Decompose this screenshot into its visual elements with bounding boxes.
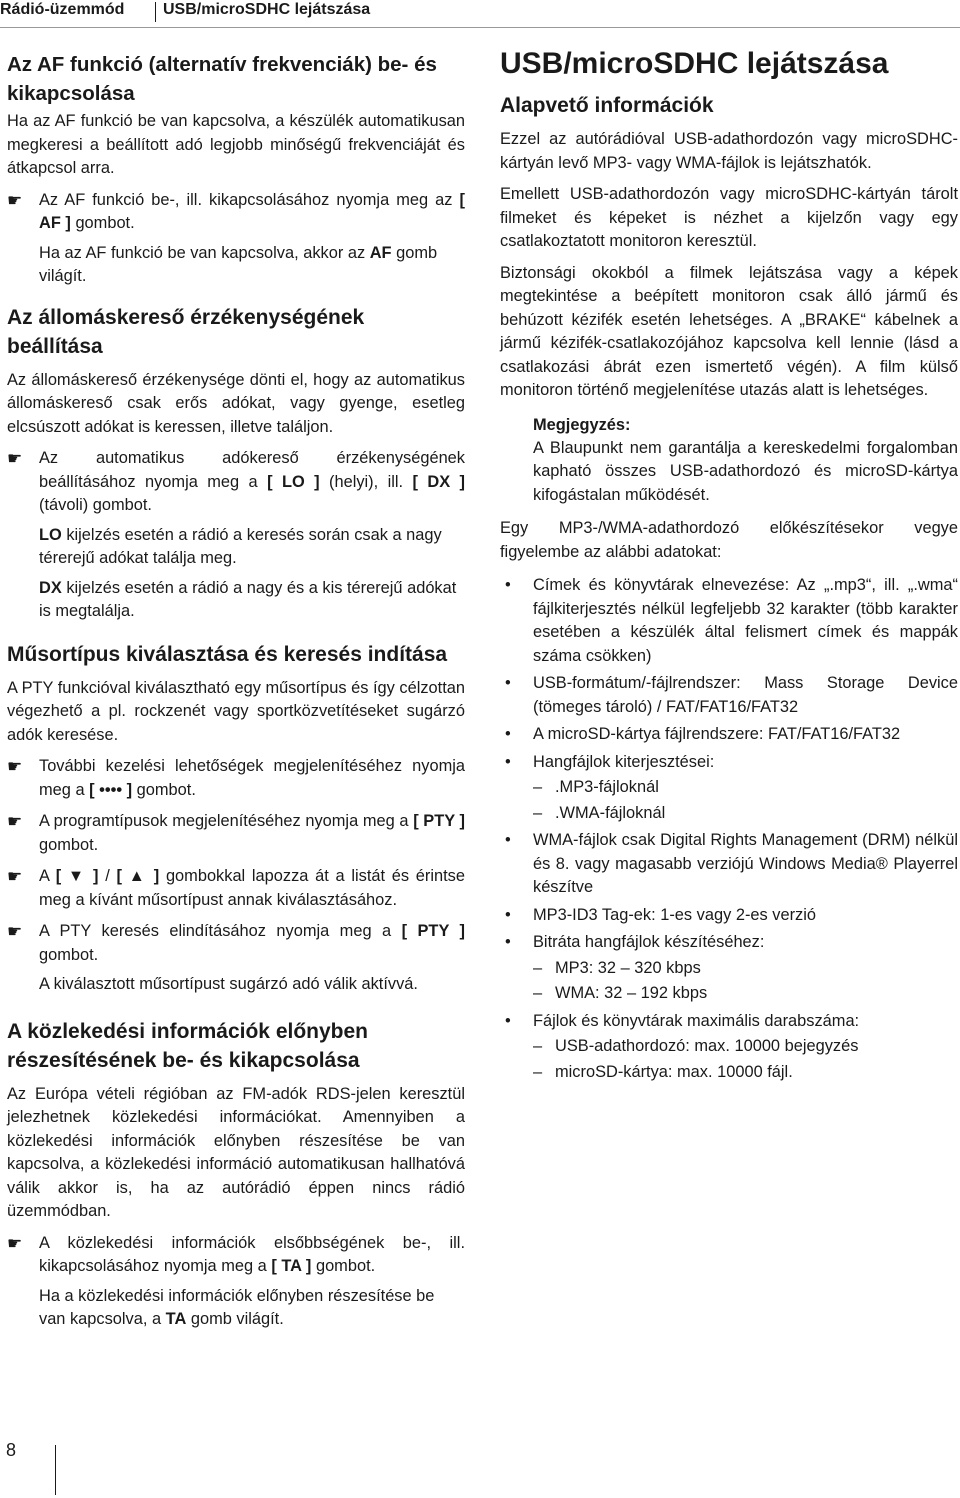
usb-paragraph-1: Ezzel az autórádióval USB-adathordozón vagy microSDHC-kártyán levő MP3- vagy WMA-fájlok is lejátszhatók.	[500, 130, 958, 172]
header-divider	[155, 2, 156, 22]
pointing-hand-icon: ☛	[7, 867, 23, 886]
pty-step-1: ☛ További kezelési lehetőségek megjelenítéséhez nyomja meg a [ •••• ] gombot.	[7, 757, 465, 799]
usb-paragraph-3: Biztonsági okokból a filmek lejátszása vagy a képek megtekintése a beépített monitoron csak álló jármű és behúzott kézifék esetén lehetséges. A „BRAKE“ kábelnek a jármű kézifék-csatlakozójához kapcsolva kell lennie (lásd a csatlakozási ábrát ezen ismertető végén). A film külső monitoron történő megjelenítése utazás alatt is lehetséges.	[500, 263, 958, 399]
note-box	[500, 413, 958, 508]
usb-heading: USB/microSDHC lejátszása	[500, 47, 889, 80]
pty-intro: A PTY funkcióval kiválasztható egy műsortípus és így célzottan végezhető a pl. rockzenét vagy sportközvetítéseket sugárzó adók keresése.	[7, 678, 465, 744]
ta-heading: A közlekedési információk előnyben részesítésének be- és kikapcsolása	[7, 1019, 368, 1072]
list-item: • MP3-ID3 Tag-ek: 1-es vagy 2-es verzió	[505, 905, 817, 924]
pty-step-2: ☛ A programtípusok megjelenítéséhez nyomja meg a [ PTY ] gombot.	[7, 812, 465, 854]
af-key: [ AF ]	[39, 190, 465, 232]
page-header	[0, 0, 960, 24]
lo-note: LO kijelzés esetén a rádió a keresés során csak a nagy térerejű adókat találja meg.	[39, 525, 442, 567]
extension-sublist	[533, 776, 958, 825]
header-section-radio: Rádió-üzemmód	[0, 1, 125, 18]
sub-item: – .MP3-fájloknál	[533, 778, 659, 796]
list-item: • WMA-fájlok csak Digital Rights Management (DRM) nélkül és 8. vagy magasabb verziójú Windows Media® Playerrel készítve	[505, 831, 958, 896]
left-column	[7, 40, 465, 1332]
header-section-usb: USB/microSDHC lejátszása	[163, 1, 371, 18]
page-number-rule	[55, 1445, 56, 1495]
sensitivity-step: ☛ Az automatikus adókereső érzékenységének beállításához nyomja meg a [ LO ] (helyi), ill. [ DX ] (távoli) gombot.	[7, 449, 466, 514]
af-intro: Ha az AF funkció be van kapcsolva, a készülék automatikusan megkeresi a beállított adó legjobb minőségű frekvenciáját és átkapcsol arra.	[7, 112, 465, 177]
pointing-hand-icon: ☛	[7, 190, 23, 210]
list-item: • Bitráta hangfájlok készítéséhez: – MP3: 32 – 320 kbps – WMA: 32 – 192 kbps	[500, 931, 958, 1006]
list-item: • A microSD-kártya fájlrendszere: FAT/FAT16/FAT32	[505, 725, 901, 743]
ta-key: [ TA ]	[271, 1257, 312, 1275]
list-item: • Hangfájlok kiterjesztései: – .MP3-fájloknál – .WMA-fájloknál	[500, 751, 958, 826]
list-item: • USB-formátum/-fájlrendszer: Mass Storage Device (tömeges tároló) / FAT/FAT16/FAT32	[505, 674, 958, 716]
pty-step-3: ☛ A [ ▼ ] / [ ▲ ] gombokkal lapozza át a listát és érintse meg a kívánt műsortípust annak kiválasztásához.	[7, 867, 465, 909]
list-item: • Címek és könyvtárak elnevezése: Az „.mp3“, ill. „.wma“ fájlkiterjesztés nélkül legfeljebb 32 karakter (több karakter esetében a készülék által felismert címek és mappák száma csökken)	[505, 576, 958, 665]
pointing-hand-icon: ☛	[7, 922, 23, 941]
down-arrow-key: [ ▼ ]	[55, 867, 99, 885]
dx-note: DX kijelzés esetén a rádió a nagy és a kis térerejű adókat is megtalálja.	[39, 578, 457, 620]
af-step: ☛ Az AF funkció be-, ill. kikapcsolásához nyomja meg az [ AF ] gombot.	[7, 190, 465, 232]
af-heading: Az AF funkció (alternatív frekvenciák) be- és kikapcsolása	[7, 53, 437, 105]
sensitivity-intro: Az állomáskereső érzékenysége dönti el, hogy az automatikus állomáskereső csak erős adókat, vagy gyenge, esetleg elcsúszott adókat is keressen, illetve találjon.	[7, 370, 465, 436]
lo-key: [ LO ]	[267, 472, 320, 491]
note-title: Megjegyzés:	[533, 415, 631, 434]
sub-item: – USB-adathordozó: max. 10000 bejegyzés	[533, 1037, 859, 1055]
sub-item: – WMA: 32 – 192 kbps	[533, 984, 708, 1002]
pty-step-4: ☛ A PTY keresés elindításához nyomja meg a [ PTY ] gombot.	[7, 922, 465, 964]
pty-heading: Műsortípus kiválasztása és keresés indítása	[7, 642, 448, 666]
up-arrow-key: [ ▲ ]	[116, 867, 160, 885]
af-note: Ha az AF funkció be van kapcsolva, akkor az AF gomb világít.	[39, 243, 438, 285]
page-number: 8	[6, 1440, 17, 1460]
ta-note: Ha a közlekedési információk előnyben részesítése be van kapcsolva, a TA gomb világít.	[39, 1286, 435, 1328]
header-rule	[0, 27, 960, 28]
list-item: • Fájlok és könyvtárak maximális darabszáma: – USB-adathordozó: max. 10000 bejegyzés – microSD-kártya: max. 10000 fájl.	[500, 1010, 958, 1085]
sensitivity-heading: Az állomáskereső érzékenységének beállítása	[7, 305, 365, 358]
dx-key: [ DX ]	[412, 472, 466, 491]
pty-note: A kiválasztott műsortípust sugárzó adó válik aktívvá.	[39, 975, 418, 993]
usb-paragraph-4: Egy MP3-/WMA-adathordozó előkészítésekor vegye figyelembe az alábbi adatokat:	[500, 519, 958, 561]
requirements-list	[500, 574, 958, 1084]
more-key: [ •••• ]	[89, 780, 133, 799]
pty-key: [ PTY ]	[401, 922, 465, 940]
ta-step: ☛ A közlekedési információk elsőbbségének be-, ill. kikapcsolásához nyomja meg a [ TA ] gombot.	[7, 1233, 465, 1275]
sub-item: – MP3: 32 – 320 kbps	[533, 958, 701, 977]
right-column	[500, 40, 958, 1084]
bitrate-sublist	[533, 957, 958, 1006]
sub-item: – .WMA-fájloknál	[533, 803, 666, 822]
pointing-hand-icon: ☛	[7, 757, 23, 776]
pty-key: [ PTY ]	[413, 812, 465, 830]
pointing-hand-icon: ☛	[7, 812, 23, 831]
max-files-sublist	[533, 1035, 958, 1084]
sub-item: – microSD-kártya: max. 10000 fájl.	[533, 1062, 793, 1081]
note-text: A Blaupunkt nem garantálja a kereskedelmi forgalomban kapható összes USB-adathordozó és microSD-kártya kifogástalan működését.	[533, 438, 958, 504]
basic-info-heading: Alapvető információk	[500, 94, 714, 117]
pointing-hand-icon: ☛	[7, 449, 23, 468]
pointing-hand-icon: ☛	[7, 1233, 23, 1253]
usb-paragraph-2: Emellett USB-adathordozón vagy microSDHC-kártyán tárolt filmeket és képeket is nézhet a kijelzőn vagy egy csatlakoztatott monitoron keresztül.	[500, 185, 958, 250]
ta-intro: Az Európa vételi régióban az FM-adók RDS-jelen keresztül jelezhetnek közlekedési információkat. Amennyiben a közlekedési információk előnyben részesítése be van kapcsolva, a közlekedési információ automatikusan hallhatóvá válik akkor is, ha az autórádió éppen nincs rádió üzemmódban.	[7, 1084, 465, 1220]
